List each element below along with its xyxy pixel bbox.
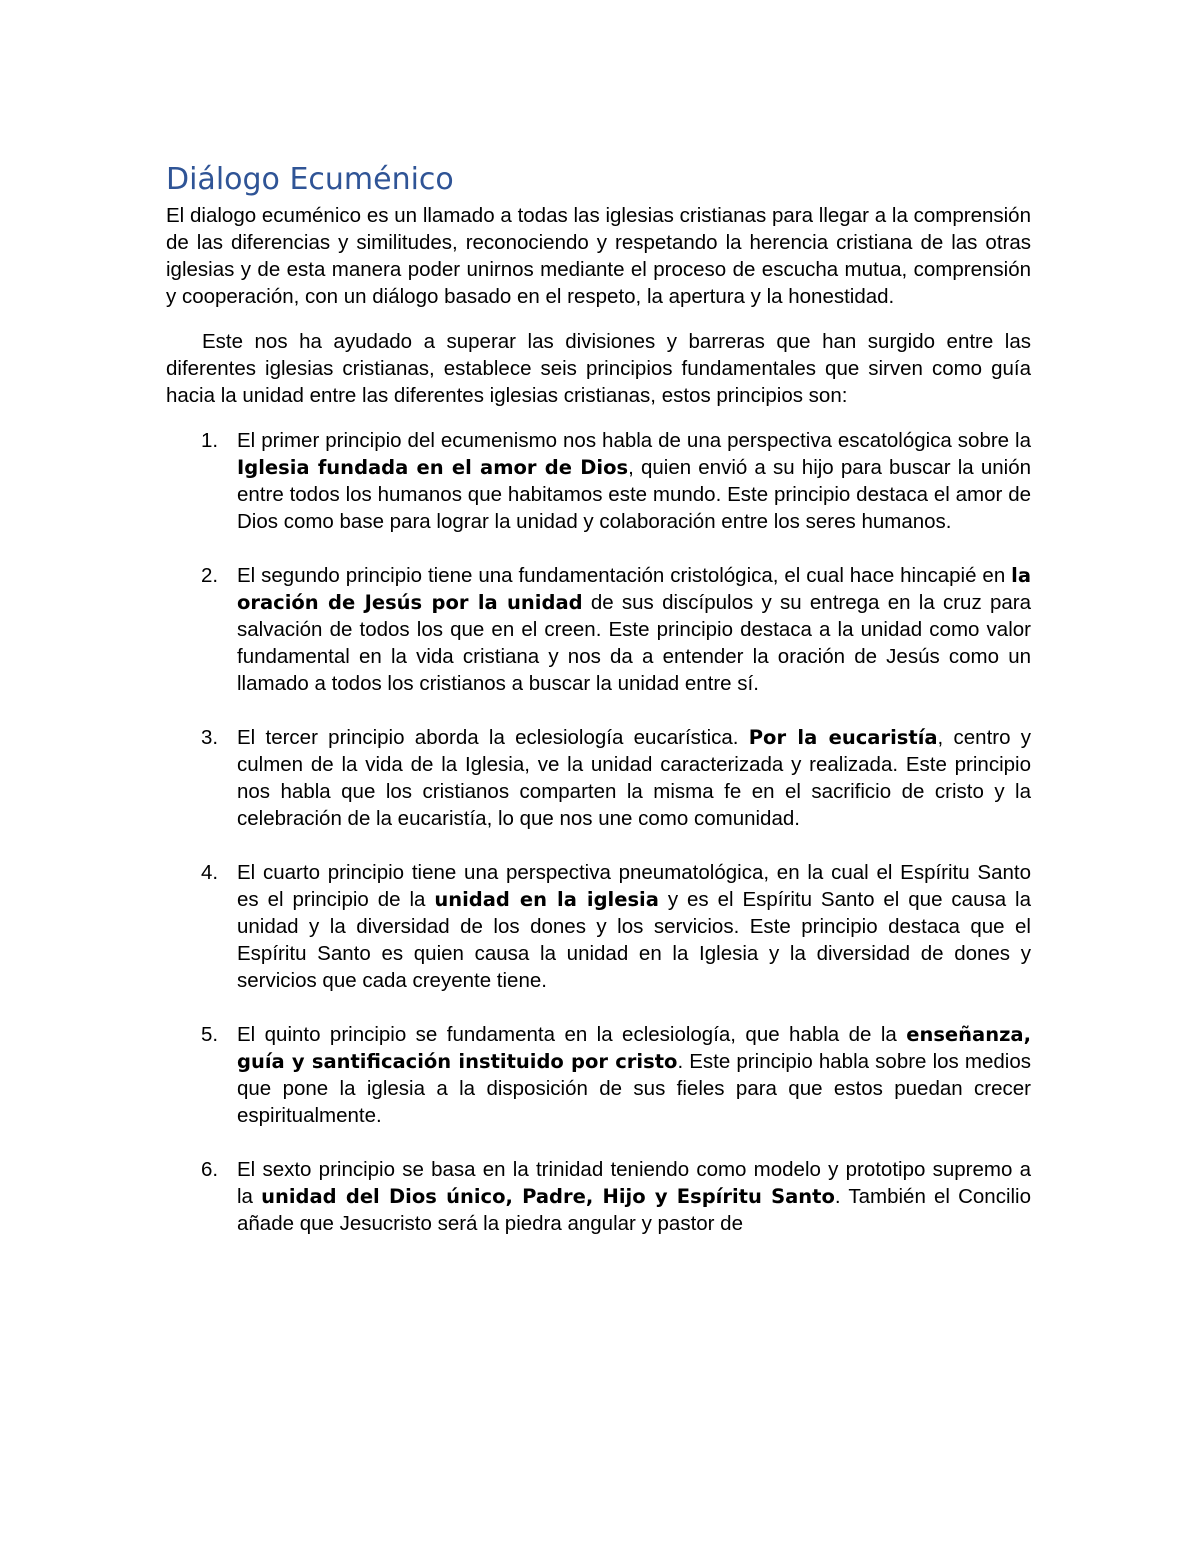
principle-text: de sus discípulos y su entrega en la cruz para salvación de todos los que en el creen. Este principio destaca a la unidad como valor fundamental en la vida cristiana y nos da a entender la oración de Jesús como un llamado a todos los cristianos a buscar la unidad entre sí. <box>237 591 1031 695</box>
document-body <box>166 160 1031 1264</box>
list-item-principle-5 <box>166 1021 1031 1129</box>
principle-text: El segundo principio tiene una fundamentación cristológica, el cual hace hincapié en <box>237 564 1012 587</box>
document-title: Diálogo Ecuménico <box>166 162 454 197</box>
principle-highlight: unidad del Dios único, Padre, Hijo y Espíritu Santo <box>261 1185 835 1208</box>
principle-text: El sexto principio se basa en la trinidad teniendo como modelo y prototipo supremo a la <box>237 1158 1031 1208</box>
principle-text: El cuarto principio tiene una perspectiva pneumatológica, en la cual el Espíritu Santo es el principio de la <box>237 861 1031 911</box>
principle-text: El primer principio del ecumenismo nos habla de una perspectiva escatológica sobre la <box>237 429 1031 452</box>
principle-text: . También el Concilio añade que Jesucristo será la piedra angular y pastor de <box>237 1185 1032 1235</box>
list-number: 4. <box>201 861 219 884</box>
principle-text: , centro y culmen de la vida de la Iglesia, ve la unidad caracterizada y realizada. Este principio nos habla que los cristianos comparten la misma fe en el sacrificio de cristo y la celebración de la eucaristía, lo que nos une como comunidad. <box>237 726 1032 830</box>
principle-highlight: Iglesia fundada en el amor de Dios <box>237 456 629 479</box>
second-paragraph: Este nos ha ayudado a superar las divisiones y barreras que han surgido entre las diferentes iglesias cristianas, establece seis principios fundamentales que sirven como guía hacia la unidad entre las diferentes iglesias cristianas, estos principios son: <box>166 330 1031 407</box>
principle-text: El tercer principio aborda la eclesiología eucarística. <box>237 726 749 749</box>
list-number: 5. <box>201 1023 219 1046</box>
list-number: 1. <box>201 429 219 452</box>
list-number: 2. <box>201 564 219 587</box>
principle-highlight: unidad en la iglesia <box>434 888 659 911</box>
principle-highlight: la oración de Jesús por la unidad <box>237 564 1031 614</box>
principle-text: y es el Espíritu Santo el que causa la unidad y la diversidad de los dones y los servicios. Este principio destaca que el Espíritu Santo es quien causa la unidad en la Iglesia y la diversidad de dones y servicios que cada creyente tiene. <box>237 888 1032 992</box>
list-number: 3. <box>201 726 219 749</box>
principle-text: El quinto principio se fundamenta en la eclesiología, que habla de la <box>237 1023 907 1046</box>
list-item-principle-4 <box>166 859 1031 994</box>
principle-text: . Este principio habla sobre los medios que pone la iglesia a la disposición de sus fieles para que estos puedan crecer espiritualmente. <box>237 1050 1031 1127</box>
principles-list <box>166 427 1031 1237</box>
principle-highlight: enseñanza, guía y santificación instituido por cristo <box>237 1023 1031 1073</box>
principle-highlight: Por la eucaristía <box>748 726 938 749</box>
list-item-principle-3 <box>166 724 1031 832</box>
principle-text: , quien envió a su hijo para buscar la unión entre todos los humanos que habitamos este mundo. Este principio destaca el amor de Dios como base para lograr la unidad y colaboración entre los seres humanos. <box>237 456 1031 533</box>
intro-paragraph: El dialogo ecuménico es un llamado a todas las iglesias cristianas para llegar a la comprensión de las diferencias y similitudes, reconociendo y respetando la herencia cristiana de las otras iglesias y de esta manera poder unirnos mediante el proceso de escucha mutua, comprensión y cooperación, con un diálogo basado en el respeto, la apertura y la honestidad. <box>166 204 1031 308</box>
list-number: 6. <box>201 1158 219 1181</box>
list-item-principle-2 <box>166 562 1031 697</box>
list-item-principle-1 <box>166 427 1031 535</box>
list-item-principle-6 <box>166 1156 1031 1237</box>
